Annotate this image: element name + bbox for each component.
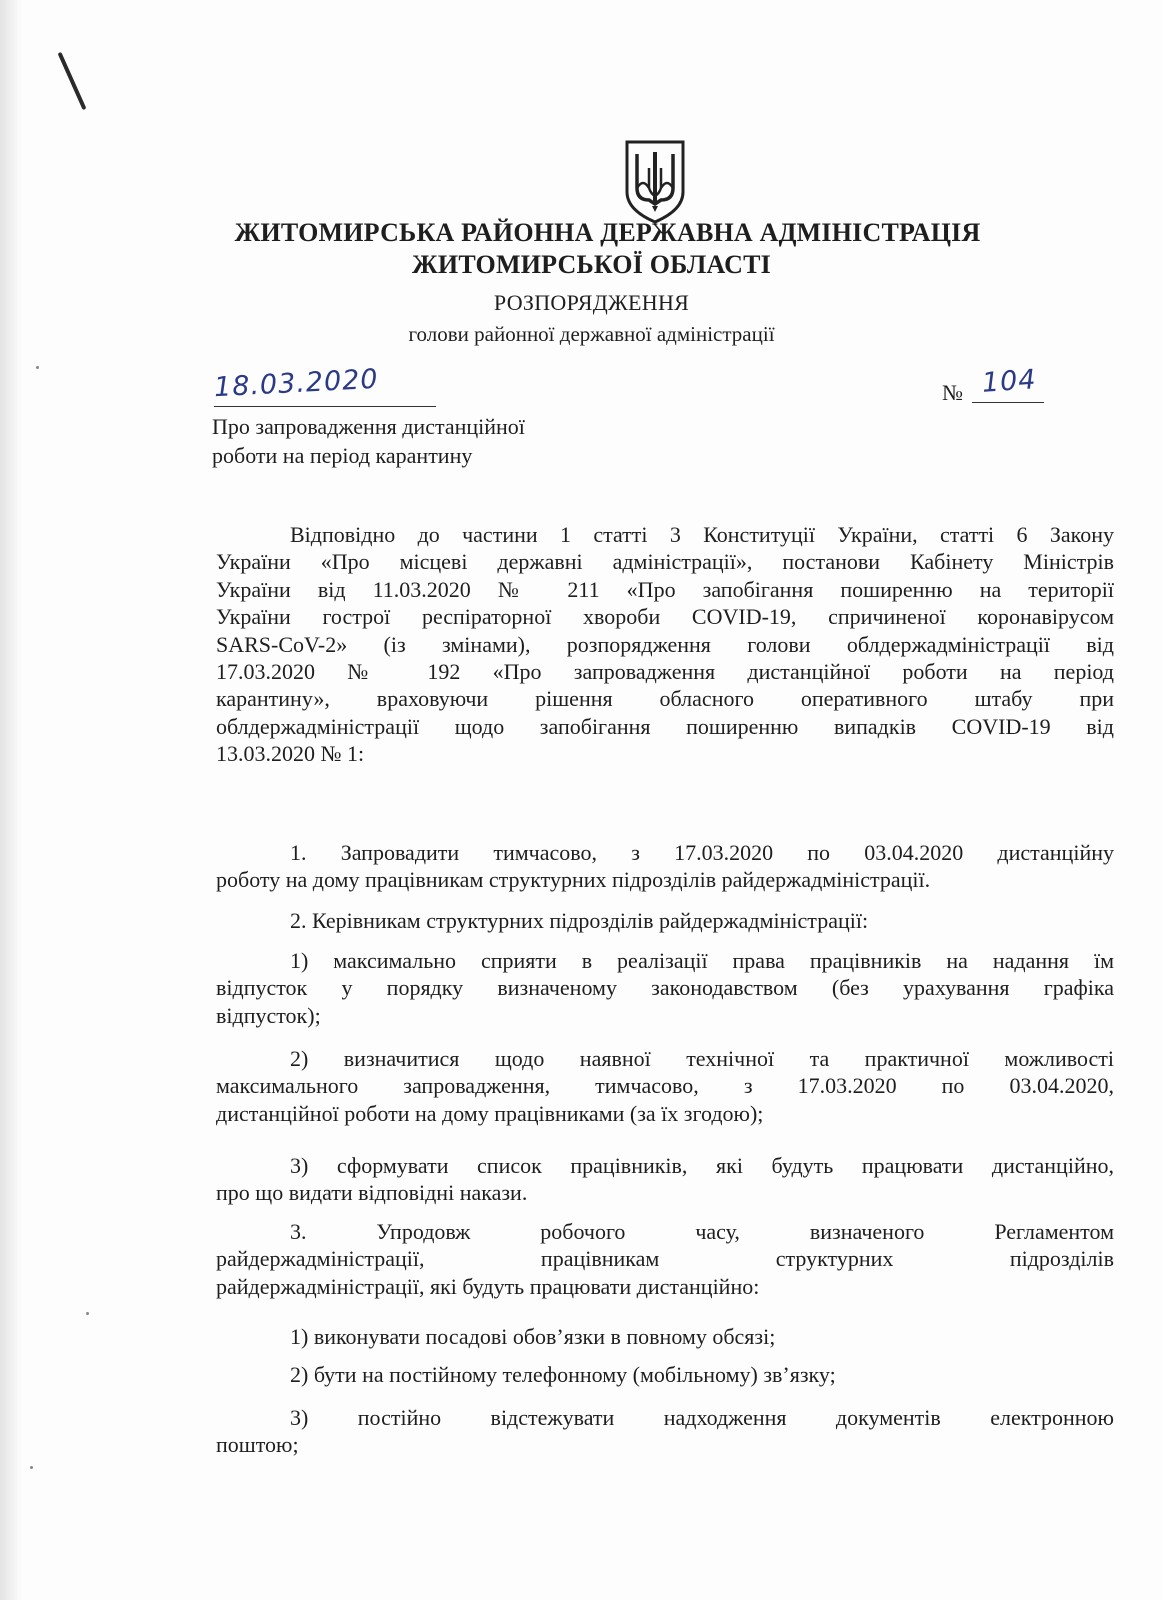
text-line: поштою; <box>216 1432 299 1458</box>
item-2-2 <box>216 1045 1114 1127</box>
item-3-1 <box>216 1323 1114 1350</box>
text-line: дистанційної роботи на дому працівниками (за їх згодою); <box>216 1100 764 1126</box>
number-label: № <box>942 380 963 405</box>
text-line: райдержадміністрації, працівникам структурних підрозділів <box>216 1246 1114 1272</box>
text-line: 1. Запровадити тимчасово, з 17.03.2020 по 03.04.2020 дистанційну <box>290 840 1114 865</box>
text-line: 3) сформувати список працівників, які будуть працювати дистанційно, <box>290 1153 1114 1178</box>
scan-speck <box>30 1466 33 1469</box>
text-line: 17.03.2020 № 192 «Про запровадження дистанційної роботи на період <box>216 659 1114 685</box>
text-line: України гострої респіраторної хвороби COVID-19, спричиненої коронавірусом <box>216 604 1114 630</box>
document-subject <box>212 412 632 470</box>
text-line: роботу на дому працівникам структурних підрозділів райдержадміністрації. <box>216 867 931 893</box>
document-type: РОЗПОРЯДЖЕННЯ <box>493 290 690 315</box>
handwritten-date: 18.03.2020 <box>213 363 380 404</box>
item-3-3 <box>216 1404 1114 1459</box>
text-line: 2) бути на постійному телефонному (мобільному) зв’язку; <box>290 1362 836 1387</box>
item-3-2 <box>216 1361 1114 1388</box>
text-line: України «Про місцеві державні адміністрації», постанови Кабінету Міністрів <box>216 549 1114 575</box>
text-line: 1) виконувати посадові обов’язки в повному обсязі; <box>290 1324 776 1349</box>
document-subtitle: голови районної державної адміністрації <box>408 322 775 346</box>
text-line: Відповідно до частини 1 статті 3 Конституції України, статті 6 Закону <box>290 522 1114 547</box>
text-line: облдержадміністрації щодо запобігання поширенню випадків COVID-19 від <box>216 713 1114 739</box>
text-line: України від 11.03.2020 № 211 «Про запобігання поширенню на території <box>216 576 1114 602</box>
text-line: відпусток); <box>216 1002 321 1028</box>
intro-paragraph <box>216 521 1114 768</box>
text-line: 2) визначитися щодо наявної технічної та практичної можливості <box>290 1046 1114 1071</box>
item-1 <box>216 839 1114 894</box>
scan-speck <box>86 1312 89 1315</box>
text-line: 3) постійно відстежувати надходження документів електронною <box>290 1405 1114 1430</box>
item-2-3 <box>216 1152 1114 1207</box>
organization-title: ЖИТОМИРСЬКА РАЙОННА ДЕРЖАВНА АДМІНІСТРАЦІЯ <box>234 218 981 247</box>
scan-speck <box>36 366 39 369</box>
text-line: карантину», враховуючи рішення обласного оперативного штабу при <box>216 686 1114 712</box>
text-line: SARS-CoV-2» (із змінами), розпорядження голови облдержадміністрації від <box>216 631 1114 657</box>
item-2 <box>216 907 1114 934</box>
item-3 <box>216 1218 1114 1300</box>
item-2-1 <box>216 947 1114 1029</box>
text-line: 2. Керівникам структурних підрозділів райдержадміністрації: <box>290 908 869 933</box>
text-line: 13.03.2020 № 1: <box>216 741 365 767</box>
pen-mark <box>58 52 87 110</box>
text-line: 3. Упродовж робочого часу, визначеного Регламентом <box>290 1219 1114 1244</box>
organization-region: ЖИТОМИРСЬКОЇ ОБЛАСТІ <box>412 250 771 279</box>
text-line: максимального запровадження, тимчасово, з 17.03.2020 по 03.04.2020, <box>216 1073 1114 1099</box>
text-line: про що видати відповідні накази. <box>216 1180 528 1206</box>
text-line: 1) максимально сприяти в реалізації права працівників на надання їм <box>290 948 1114 973</box>
text-line: відпусток у порядку визначеному законодавством (без урахування графіка <box>216 975 1114 1001</box>
trident-emblem-icon <box>623 138 687 224</box>
text-line: райдержадміністрації, які будуть працювати дистанційно: <box>216 1273 760 1299</box>
subject-line: Про запровадження дистанційної <box>212 414 525 439</box>
subject-line: роботи на період карантину <box>212 443 473 468</box>
handwritten-number: 104 <box>980 364 1038 399</box>
